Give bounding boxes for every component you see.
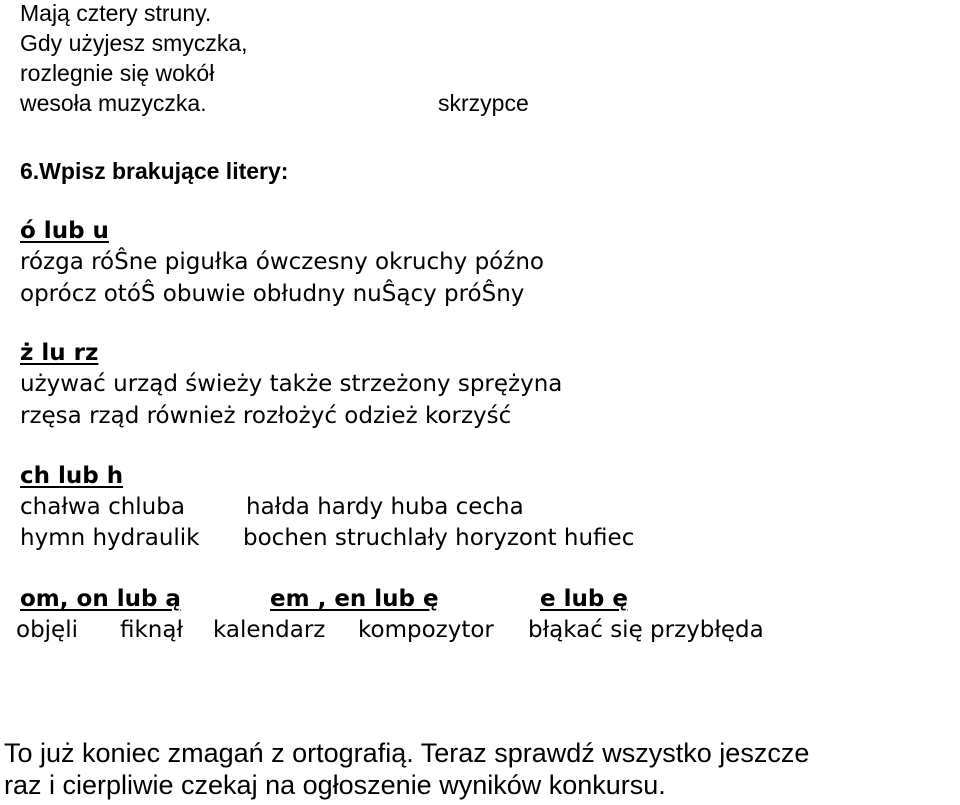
section-z-rz-line-2: rzęsa rząd również rozłożyć odzież korzyść: [20, 403, 512, 429]
section-z-rz-line-1: używać urząd świeży także strzeżony sprężyna: [20, 371, 563, 397]
riddle-answer: skrzypce: [438, 90, 529, 116]
section-ch-h-line-1b: hałda hardy huba cecha: [246, 494, 524, 520]
riddle-line-3: rozlegnie się wokół: [20, 60, 215, 86]
section-o-u-line-1: rózga róŜne pigułka ówczesny okruchy późno: [20, 249, 544, 275]
section-o-u-line-2: oprócz otóŜ obuwie obłudny nuŜący próŜny: [20, 281, 525, 307]
section-o-u-heading: ó lub u: [20, 218, 109, 244]
riddle-line-4: wesoła muzyczka.: [20, 90, 207, 116]
section-nasal-word-2: fiknął: [120, 617, 184, 643]
section-nasal-word-1: objęli: [16, 617, 78, 643]
closing-line-1: To już koniec zmagań z ortografią. Teraz sprawdź wszystko jeszcze: [4, 738, 810, 768]
section-nasal-word-5: błąkać się przybłęda: [528, 617, 764, 643]
section-ch-h-heading: ch lub h: [20, 463, 124, 489]
section-nasal-word-3: kalendarz: [213, 617, 326, 643]
section-z-rz-heading: ż lu rz: [20, 340, 99, 366]
section-nasal-heading-1: om, on lub ą: [20, 586, 181, 612]
section-ch-h-line-2b: bochen struchlały horyzont hufiec: [243, 525, 635, 551]
section-nasal-heading-3: e lub ę: [540, 586, 628, 612]
riddle-line-2: Gdy użyjesz smyczka,: [20, 30, 248, 56]
section-nasal-heading-2: em , en lub ę: [270, 586, 439, 612]
section-ch-h-line-2a: hymn hydraulik: [20, 525, 200, 551]
exercise-title: 6.Wpisz brakujące litery:: [20, 158, 289, 184]
section-nasal-word-4: kompozytor: [358, 617, 494, 643]
section-ch-h-line-1a: chałwa chluba: [20, 494, 185, 520]
closing-line-2: raz i cierpliwie czekaj na ogłoszenie wyników konkursu.: [4, 770, 666, 800]
riddle-line-1: Mają cztery struny.: [20, 0, 212, 26]
